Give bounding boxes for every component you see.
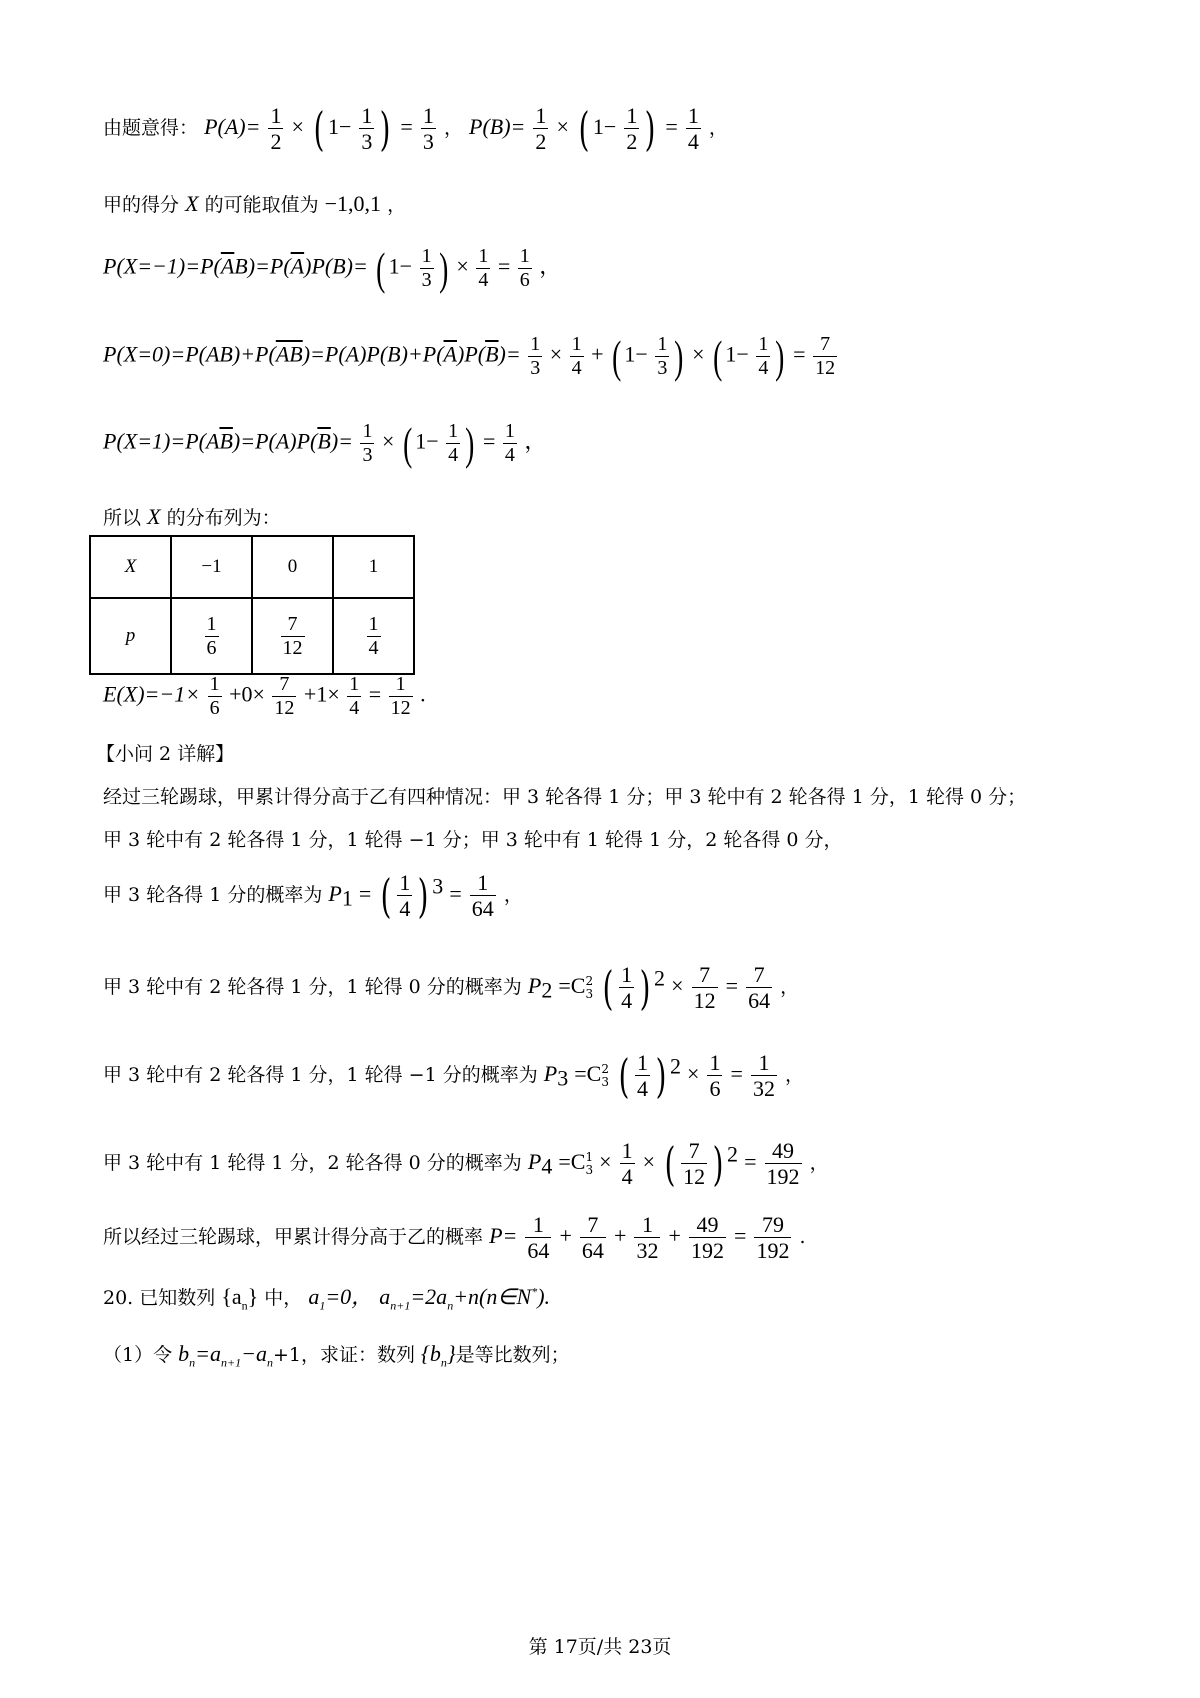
paren-open: (	[602, 960, 614, 1015]
question-number: 20. 已知数列	[103, 1287, 216, 1309]
page-footer: 第 17页/共 23页	[528, 1636, 672, 1658]
comma: ，	[503, 883, 523, 906]
times-sign: ×	[599, 1148, 612, 1174]
equals-sign: =	[734, 1222, 747, 1248]
fraction: $\frac{1}{12}$	[390, 673, 411, 719]
times-sign: ×	[291, 113, 304, 139]
fraction: $\frac{7}{12}$	[815, 333, 836, 379]
math-mid: −a	[241, 1341, 267, 1366]
paren-close: )	[417, 868, 429, 923]
fraction: $\frac{1}{4}$	[637, 1050, 648, 1102]
line-distribution-intro	[103, 503, 281, 530]
subscript: 1	[319, 1298, 326, 1313]
math-lhs: P(X=0)=P(AB)+P(	[103, 341, 276, 367]
line-expectation	[103, 673, 426, 720]
equals-sign: =	[358, 880, 372, 906]
line-p3	[103, 1050, 804, 1102]
fraction: $\frac{7}{64}$	[748, 962, 771, 1014]
text: 甲 3 轮中有 1 轮得 1 分，2 轮各得 0 分的概率为	[103, 1151, 522, 1174]
math-p: P	[543, 1060, 558, 1086]
fraction: $\frac{49}{192}$	[690, 1212, 724, 1264]
one-minus: 1−	[415, 428, 439, 454]
text: （1）令	[103, 1344, 173, 1366]
line-p-x-1	[103, 417, 547, 469]
table-cell: $\frac{1}{6}$	[171, 598, 252, 674]
comma: ，	[539, 253, 562, 279]
fraction: $\frac{1}{4}$	[504, 420, 515, 466]
var-x: X	[185, 191, 199, 216]
fraction: $\frac{1}{3}$	[530, 333, 541, 379]
math-p: P	[527, 1148, 542, 1174]
text: 中，	[264, 1287, 303, 1309]
fraction: $\frac{1}{4}$	[758, 333, 769, 379]
one-minus: 1−	[725, 341, 749, 367]
fraction: $\frac{1}{3}$	[422, 103, 434, 155]
one-minus: 1−	[327, 113, 352, 139]
subscript: 1	[341, 885, 353, 911]
paren-close: )	[438, 242, 448, 294]
math-mid: )P(	[457, 341, 486, 367]
b-bar: $\overline{B}$	[317, 428, 331, 454]
text-prefix: 由题意得：	[103, 116, 199, 139]
paren-close: )	[639, 960, 651, 1015]
period: .	[799, 1225, 806, 1248]
math-c: =C	[558, 972, 586, 998]
text: 甲 3 轮中有 2 轮各得 1 分，1 轮得 0 分的概率为	[103, 975, 522, 998]
fraction: $\frac{1}{3}$	[657, 333, 668, 379]
line-total-probability	[103, 1212, 806, 1264]
math-p: P=	[489, 1222, 518, 1248]
times-sign: ×	[642, 1148, 656, 1174]
fraction: $\frac{1}{4}$	[399, 870, 411, 922]
var-x: X	[147, 504, 161, 529]
equals-sign: =	[730, 1060, 743, 1086]
paren-open: (	[313, 101, 325, 156]
subscript: n+1	[390, 1298, 411, 1313]
superscript: 1	[585, 1149, 594, 1164]
one-minus: 1−	[624, 341, 648, 367]
math-p: P	[527, 972, 542, 998]
math-mid: )=	[498, 341, 521, 367]
fraction: $\frac{1}{2}$	[626, 103, 638, 155]
text: 所以	[103, 507, 142, 529]
fraction: $\frac{1}{4}$	[621, 1138, 633, 1190]
math-c: =C	[574, 1060, 602, 1086]
paren-close: )	[655, 1048, 667, 1103]
comma: ，	[809, 1151, 829, 1174]
fraction: $\frac{1}{6}$	[519, 245, 530, 291]
fraction: $\frac{1}{4}$	[478, 245, 489, 291]
paren-open: (	[664, 1136, 676, 1191]
fraction: $\frac{7}{64}$	[581, 1212, 604, 1264]
math-brace: }	[446, 1341, 456, 1366]
math-mid: =a	[195, 1341, 221, 1366]
paren-open: (	[402, 417, 413, 469]
plus-sign: +	[559, 1222, 572, 1248]
fraction: $\frac{1}{6}$	[209, 673, 220, 719]
line-p-x-minus1	[103, 242, 562, 294]
superscript: 2	[585, 973, 594, 988]
line-p1	[103, 870, 523, 922]
paren-open: (	[713, 330, 723, 382]
exponent: 2	[727, 1141, 739, 1167]
times-sign: ×	[671, 972, 684, 998]
comma: ，	[524, 428, 547, 454]
fraction: $\frac{1}{64}$	[527, 1212, 550, 1264]
table-cell: 0	[252, 536, 333, 598]
a-bar: $\overline{A}$	[220, 253, 235, 279]
a-bar: $\overline{A}$	[290, 253, 305, 279]
paren-close: )	[465, 417, 475, 469]
line-possible-values	[103, 190, 406, 217]
equals-sign: =	[744, 1148, 757, 1174]
math-lhs: P(X=−1)=P(	[103, 253, 221, 279]
subscript: 3	[557, 1065, 569, 1091]
subscript: n	[440, 1355, 447, 1370]
subscript: 4	[541, 1153, 553, 1179]
math-seq: {a	[221, 1284, 242, 1309]
one-minus: 1−	[592, 113, 617, 139]
fraction: $\frac{1}{3}$	[362, 420, 373, 466]
math-mid: )=P(A)P(	[232, 428, 318, 454]
fraction: $\frac{1}{6}$	[709, 1050, 721, 1102]
math-mid: =2a	[410, 1284, 448, 1309]
math-mid: +1×	[303, 681, 340, 707]
fraction: $\frac{1}{4}$	[687, 103, 699, 155]
subscript: 3	[601, 1074, 609, 1089]
math-mid: +n(n∈N	[453, 1284, 532, 1309]
question-20: 20. 已知数列 $\{a_n\}$ 中， $a_1=0$， $a_{n+1}=2a_n+n(n\in N^*)$.	[103, 1284, 551, 1313]
times-sign: ×	[549, 341, 563, 367]
period: .	[420, 681, 426, 707]
fraction: $\frac{1}{2}$	[535, 103, 547, 155]
math-c: =C	[558, 1148, 586, 1174]
paren-open: (	[376, 242, 386, 294]
math-mid: =0，	[325, 1284, 374, 1309]
equals-sign: =	[482, 428, 496, 454]
fraction: $\frac{1}{64}$	[471, 870, 494, 922]
line-p-x-0	[103, 330, 839, 382]
text: 甲 3 轮各得 1 分的概率为	[103, 883, 323, 906]
section-heading: 【小问 2 详解】	[96, 743, 235, 765]
distribution-table	[89, 535, 415, 675]
fraction: $\frac{79}{192}$	[756, 1212, 790, 1264]
exponent: 2	[654, 965, 666, 991]
line-prob-a-b	[103, 103, 728, 155]
line-p4	[103, 1138, 829, 1190]
fraction: $\frac{1}{3}$	[361, 103, 373, 155]
times-sign: ×	[556, 113, 569, 139]
exponent: 2	[669, 1053, 681, 1079]
plus-sign: +	[668, 1222, 681, 1248]
fraction: $\frac{1}{32}$	[752, 1050, 775, 1102]
fraction: $\frac{1}{4}$	[448, 420, 459, 466]
paragraph: 经过三轮踢球，甲累计得分高于乙有四种情况：甲 3 轮各得 1 分；甲 3 轮中有 2 轮各得 1 分，1 轮得 0 分；	[103, 786, 1027, 808]
table-row	[90, 536, 414, 598]
paren-open: (	[618, 1048, 630, 1103]
paren-open: (	[578, 101, 590, 156]
superscript: *	[531, 1284, 538, 1299]
table-cell: $\frac{7}{12}$	[252, 598, 333, 674]
text: 所以经过三轮踢球，甲累计得分高于乙的概率	[103, 1225, 484, 1248]
fraction: $\frac{7}{12}$	[683, 1138, 706, 1190]
superscript: 2	[601, 1061, 609, 1076]
subscript: n	[447, 1298, 454, 1313]
fraction: $\frac{49}{192}$	[766, 1138, 800, 1190]
equals-sign: =	[400, 113, 413, 139]
subscript: n	[241, 1298, 248, 1313]
text: 甲 3 轮中有 2 轮各得 1 分，1 轮得 −1 分的概率为	[103, 1063, 538, 1086]
equals-sign: =	[368, 681, 382, 707]
fraction: $\frac{1}{4}$	[571, 333, 582, 379]
fraction: $\frac{1}{4}$	[621, 962, 633, 1014]
subscript: 3	[585, 1162, 594, 1177]
fraction: $\frac{1}{3}$	[421, 245, 432, 291]
math-lhs: P(X=1)=P(A	[103, 428, 220, 454]
math-lhs: E(X)=−1×	[103, 681, 201, 707]
equals-sign: =	[665, 113, 678, 139]
math-mid: B)=P(	[234, 253, 291, 279]
subscript: 2	[541, 977, 553, 1003]
fraction: $\frac{7}{12}$	[274, 673, 295, 719]
equals-sign: =	[793, 341, 806, 367]
equals-sign: =	[725, 972, 739, 998]
paren-open: (	[612, 330, 622, 382]
b-bar: $\overline{B}$	[485, 341, 499, 367]
math-pb: P(B)=	[469, 113, 526, 139]
table-cell: −1	[171, 536, 252, 598]
b-bar: $\overline{B}$	[219, 428, 233, 454]
paren-close: )	[380, 101, 391, 156]
math-p: P	[328, 880, 342, 906]
math-pa: P(A)=	[204, 113, 261, 139]
fraction: $\frac{1}{2}$	[270, 103, 282, 155]
times-sign: ×	[381, 428, 395, 454]
paren-close: )	[644, 101, 656, 156]
paren-close: )	[712, 1136, 724, 1191]
text: 是等比数列；	[455, 1344, 570, 1366]
math-mid: +0×	[229, 681, 265, 707]
math-mid: )P(B)=	[304, 253, 368, 279]
plus-sign: +	[613, 1222, 627, 1248]
text: 的可能取值为	[204, 194, 319, 216]
text: +1，求证：数列	[272, 1344, 415, 1366]
plus-sign: +	[591, 341, 604, 367]
equals-sign: =	[497, 253, 511, 279]
comma: ，	[708, 116, 728, 139]
subscript: n	[266, 1355, 273, 1370]
subscript: n	[189, 1355, 196, 1370]
text: 甲的得分	[103, 194, 180, 216]
values: −1,0,1	[324, 191, 382, 216]
comma: ，	[387, 194, 407, 216]
paren-close: )	[674, 330, 684, 382]
times-sign: ×	[687, 1060, 700, 1086]
question-20-part-1: （1）令 $b_n=a_{n+1}-a_n+1$，求证：数列 $\{b_n\}$是等比数列；	[103, 1341, 570, 1370]
table-cell: p	[90, 598, 171, 674]
math-mid: )=P(A)P(B)+P(	[302, 341, 444, 367]
table-cell: 1	[333, 536, 414, 598]
comma: ，	[785, 1063, 805, 1086]
ab-bar: $\overline{AB}$	[275, 341, 303, 367]
fraction: $\frac{1}{32}$	[636, 1212, 659, 1264]
exponent: 3	[432, 873, 444, 899]
fraction: $\frac{1}{4}$	[349, 673, 360, 719]
equals-sign: =	[449, 880, 462, 906]
a-bar: $\overline{A}$	[443, 341, 457, 367]
subscript: 3	[585, 986, 594, 1001]
table-cell: $\frac{1}{4}$	[333, 598, 414, 674]
table-row	[90, 598, 414, 674]
text: 的分布列为：	[166, 507, 281, 529]
paren-open: (	[380, 868, 392, 923]
math-brace: }	[247, 1284, 259, 1309]
subscript: n+1	[221, 1355, 242, 1370]
separator: ，	[443, 116, 463, 139]
times-sign: ×	[692, 341, 705, 367]
table-cell: X	[90, 536, 171, 598]
math-mid: ).	[537, 1284, 551, 1309]
paragraph: 甲 3 轮中有 2 轮各得 1 分，1 轮得 −1 分；甲 3 轮中有 1 轮得 1 分，2 轮各得 0 分，	[103, 829, 843, 851]
comma: ，	[780, 975, 800, 998]
paren-close: )	[775, 330, 785, 382]
line-p2	[103, 962, 799, 1014]
math-mid: )=	[330, 428, 353, 454]
fraction: $\frac{7}{12}$	[693, 962, 716, 1014]
times-sign: ×	[456, 253, 469, 279]
one-minus: 1−	[388, 253, 413, 279]
